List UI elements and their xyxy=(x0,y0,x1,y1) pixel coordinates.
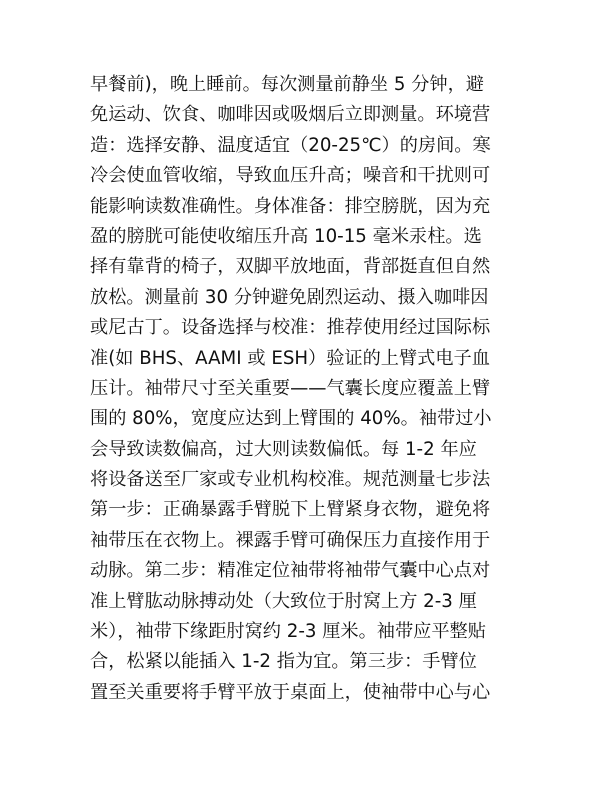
text-line-2: 免运动、饮食、咖啡因或吸烟后立即测量。环境营 xyxy=(90,104,491,126)
text-line-17: 动脉。第二步：精准定位袖带将袖带气囊中心点对 xyxy=(90,560,491,582)
text-line-6: 盈的膀胱可能使收缩压升高 10-15 毫米汞柱。选 xyxy=(90,225,482,247)
text-line-12: 围的 80%，宽度应达到上臂围的 40%。袖带过小 xyxy=(90,408,492,430)
text-line-14: 将设备送至厂家或专业机构校准。规范测量七步法 xyxy=(90,469,491,491)
body-text xyxy=(90,70,526,708)
text-line-5: 能影响读数准确性。身体准备：排空膀胱，因为充 xyxy=(90,195,491,217)
text-line-7: 择有靠背的椅子，双脚平放地面，背部挺直但自然 xyxy=(90,256,491,278)
text-line-11: 压计。袖带尺寸至关重要——气囊长度应覆盖上臂 xyxy=(90,377,491,399)
text-line-3: 造：选择安静、温度适宜（20-25℃）的房间。寒 xyxy=(90,134,491,156)
text-line-8: 放松。测量前 30 分钟避免剧烈运动、摄入咖啡因 xyxy=(90,286,489,308)
text-line-18: 准上臂肱动脉搏动处（大致位于肘窝上方 2-3 厘 xyxy=(90,590,477,612)
text-line-16: 袖带压在衣物上。裸露手臂可确保压力直接作用于 xyxy=(90,529,491,551)
text-line-4: 冷会使血管收缩，导致血压升高；噪音和干扰则可 xyxy=(90,165,491,187)
text-line-9: 或尼古丁。设备选择与校准：推荐使用经过国际标 xyxy=(90,317,491,339)
text-line-19: 米），袖带下缘距肘窝约 2-3 厘米。袖带应平整贴 xyxy=(90,621,486,643)
text-line-1: 早餐前)，晚上睡前。每次测量前静坐 5 分钟，避 xyxy=(90,74,484,95)
text-line-10: 准(如 BHS、AAMI 或 ESH）验证的上臂式电子血 xyxy=(90,347,490,369)
text-line-15: 第一步：正确暴露手臂脱下上臂紧身衣物，避免将 xyxy=(90,499,491,521)
text-line-21: 置至关重要将手臂平放于桌面上，使袖带中心与心 xyxy=(90,681,491,703)
text-line-13: 会导致读数偏高，过大则读数偏低。每 1-2 年应 xyxy=(90,438,477,460)
text-line-20: 合，松紧以能插入 1-2 指为宜。第三步：手臂位 xyxy=(90,651,477,673)
